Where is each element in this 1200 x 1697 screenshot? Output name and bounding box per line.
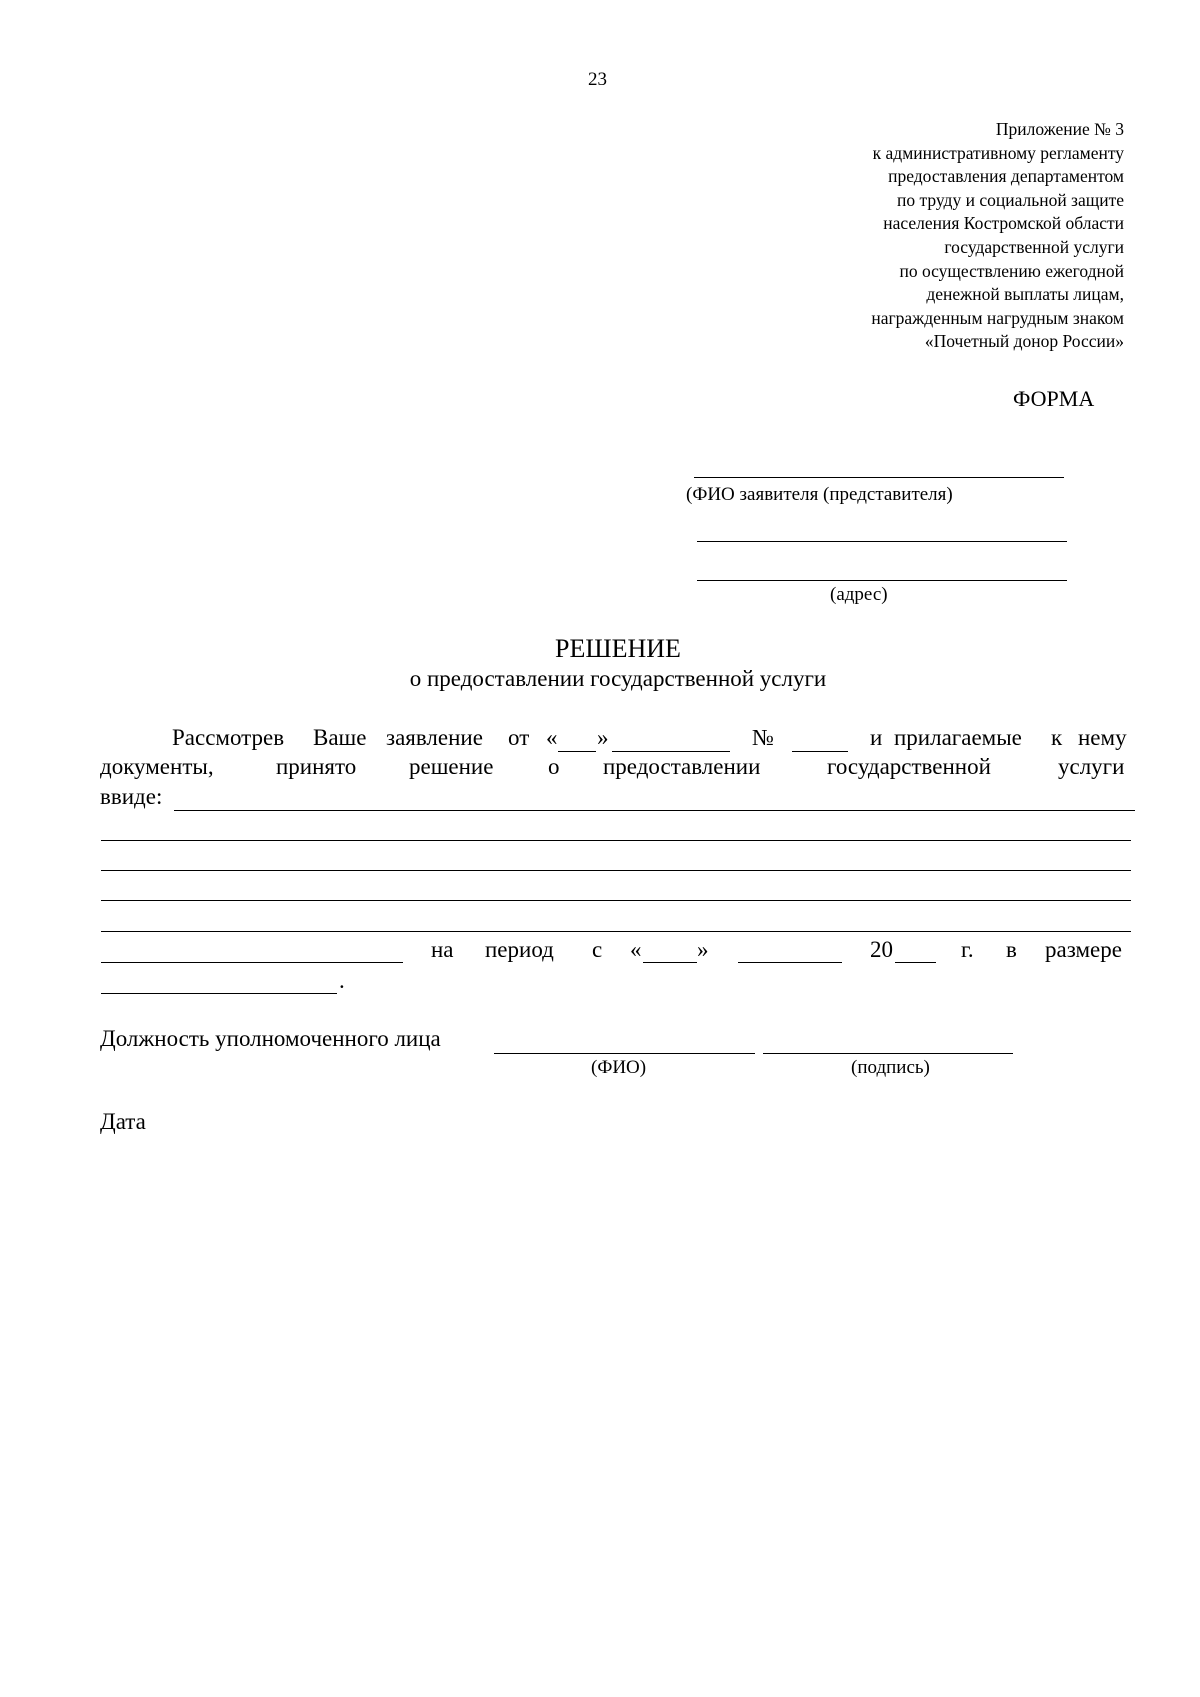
service-form-blank-5[interactable] bbox=[101, 931, 1131, 932]
word: с bbox=[592, 937, 603, 962]
appendix-line: награжденным нагрудным знаком bbox=[871, 307, 1124, 328]
form-label: ФОРМА bbox=[1013, 386, 1095, 411]
quote-open: « bbox=[630, 937, 642, 962]
decision-title: РЕШЕНИЕ bbox=[555, 634, 681, 663]
applicant-name-caption: (ФИО заявителя (представителя) bbox=[686, 484, 953, 505]
appendix-line: предоставления департаментом bbox=[888, 166, 1124, 187]
decision-subtitle: о предоставлении государственной услуги bbox=[409, 666, 827, 691]
page-number: 23 bbox=[588, 69, 607, 90]
word: решение bbox=[409, 754, 494, 779]
service-form-blank-2[interactable] bbox=[101, 840, 1131, 841]
word: Рассмотрев bbox=[172, 725, 285, 750]
quote-close: » bbox=[697, 937, 709, 962]
word: о bbox=[548, 754, 560, 779]
quote-open: « bbox=[546, 725, 558, 750]
appendix-line: денежной выплаты лицам, bbox=[926, 284, 1124, 305]
appendix-line: «Почетный донор России» bbox=[924, 331, 1124, 352]
date-label: Дата bbox=[100, 1109, 146, 1134]
word: принято bbox=[276, 754, 357, 779]
word: заявление bbox=[386, 725, 483, 750]
appendix-block bbox=[871, 118, 1124, 354]
word: период bbox=[485, 937, 554, 962]
authorized-position-label: Должность уполномоченного лица bbox=[100, 1026, 441, 1051]
address-caption: (адрес) bbox=[830, 584, 888, 605]
word: Ваше bbox=[313, 725, 367, 750]
word: к bbox=[1051, 725, 1063, 750]
applicant-name-line[interactable] bbox=[694, 477, 1064, 478]
appendix-line: населения Костромской области bbox=[883, 213, 1124, 234]
address-line-1[interactable] bbox=[697, 541, 1067, 542]
application-day-blank[interactable] bbox=[558, 751, 596, 752]
quote-close: » bbox=[597, 725, 609, 750]
year-prefix: 20 bbox=[870, 937, 893, 962]
word: государственной bbox=[827, 754, 991, 779]
period-end: . bbox=[339, 968, 345, 993]
service-form-blank-3[interactable] bbox=[101, 870, 1131, 871]
appendix-line: государственной услуги bbox=[944, 236, 1124, 257]
word: прилагаемые bbox=[894, 725, 1022, 750]
signature-caption: (подпись) bbox=[851, 1057, 930, 1078]
word: предоставлении bbox=[603, 754, 761, 779]
application-month-blank[interactable] bbox=[612, 751, 730, 752]
application-number-blank[interactable] bbox=[792, 751, 848, 752]
word: на bbox=[431, 937, 454, 962]
word: в bbox=[1006, 937, 1017, 962]
appendix-line: к административному регламенту bbox=[872, 142, 1124, 163]
appendix-line: по осуществлению ежегодной bbox=[899, 260, 1124, 281]
fio-caption: (ФИО) bbox=[591, 1057, 647, 1078]
appendix-line: по труду и социальной защите bbox=[897, 189, 1124, 210]
word: нему bbox=[1078, 725, 1127, 750]
word: ввиде: bbox=[100, 784, 163, 809]
word: размере bbox=[1045, 937, 1122, 962]
word: услуги bbox=[1058, 754, 1125, 779]
period-year-blank[interactable] bbox=[895, 962, 936, 963]
number-sign: № bbox=[752, 725, 774, 750]
period-blank[interactable] bbox=[101, 962, 403, 963]
word: и bbox=[870, 725, 883, 750]
authorized-signature-line[interactable] bbox=[763, 1053, 1013, 1054]
word: от bbox=[508, 725, 530, 750]
period-month-blank[interactable] bbox=[738, 962, 842, 963]
appendix-line: Приложение № 3 bbox=[995, 119, 1124, 139]
period-day-blank[interactable] bbox=[643, 962, 697, 963]
address-line-2[interactable] bbox=[697, 580, 1067, 581]
authorized-fio-line[interactable] bbox=[494, 1053, 755, 1054]
service-form-blank-1[interactable] bbox=[174, 810, 1135, 811]
amount-blank[interactable] bbox=[101, 993, 337, 994]
word: документы, bbox=[100, 754, 214, 779]
service-form-blank-4[interactable] bbox=[101, 900, 1131, 901]
word: г. bbox=[961, 937, 974, 962]
